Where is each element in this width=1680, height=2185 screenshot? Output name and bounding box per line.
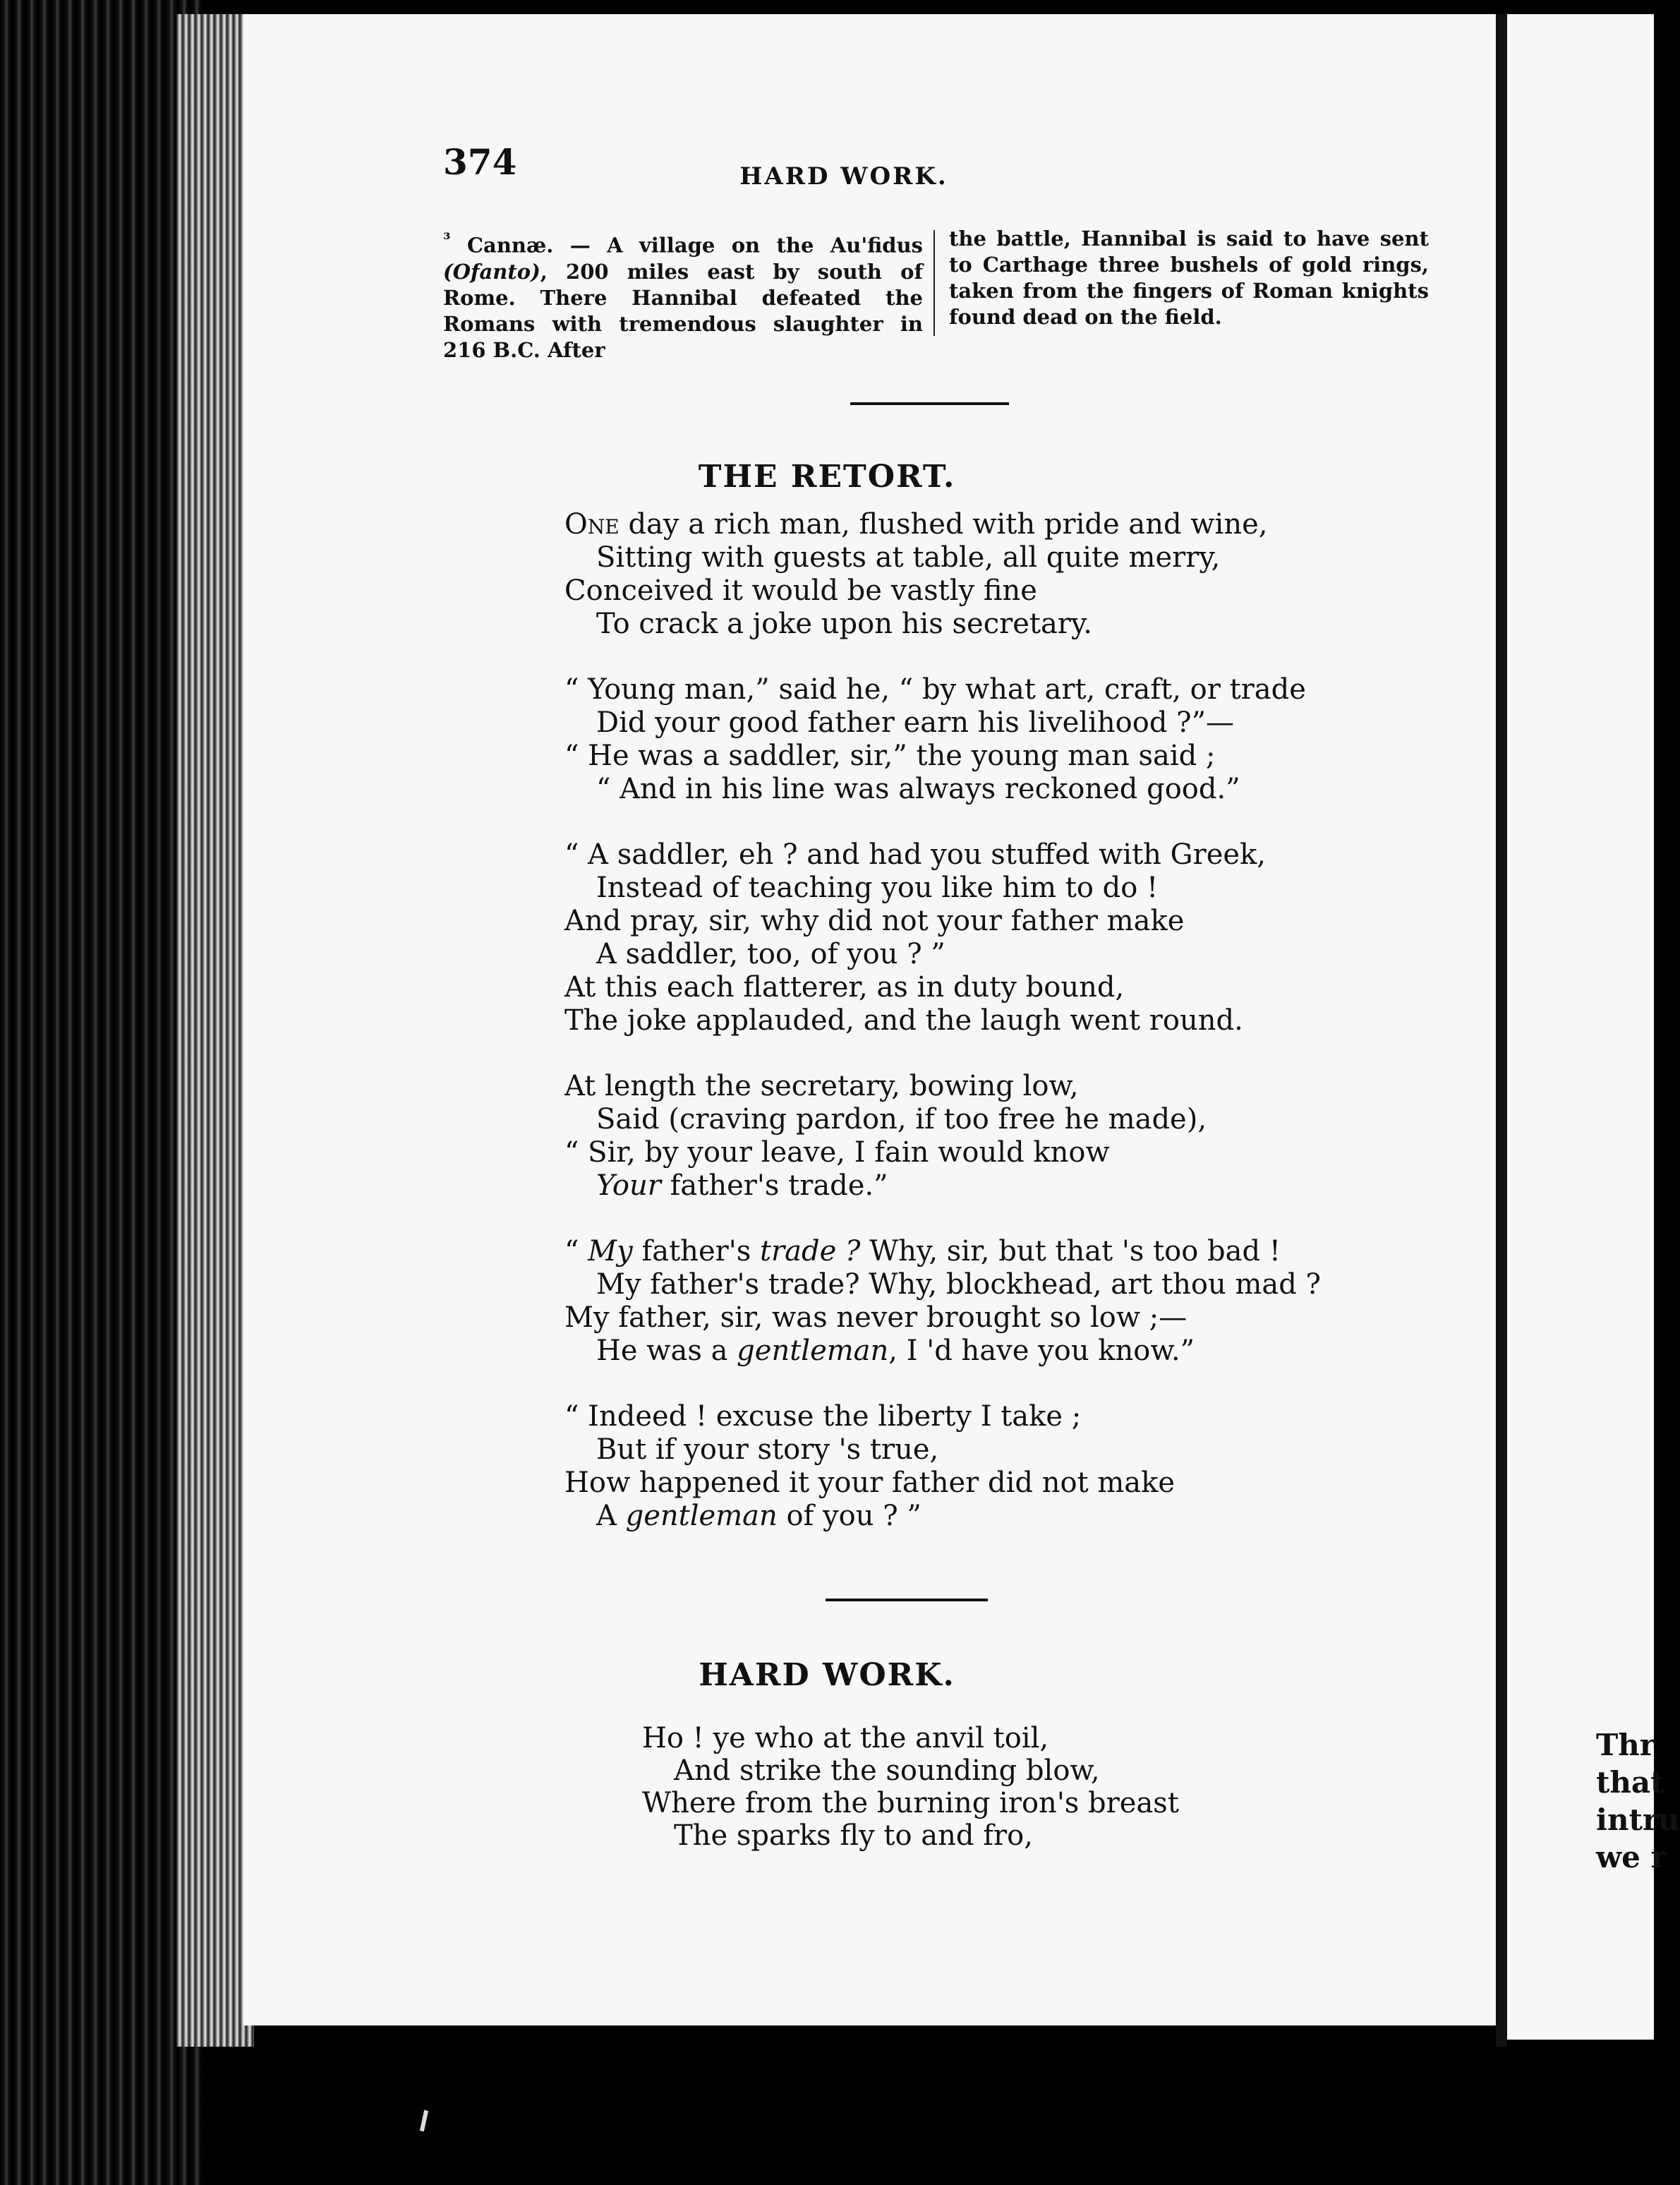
poem-line-text: My xyxy=(588,1235,633,1268)
poem-line-text: One xyxy=(564,508,620,541)
poem-line-text: Ho ! ye who at the anvil toil, xyxy=(642,1722,1049,1754)
footnote-left-column xyxy=(443,226,923,363)
footnote-term: Cannæ. xyxy=(466,233,554,258)
poem-line xyxy=(564,1301,1187,1334)
poem-line-text: trade ? xyxy=(759,1235,861,1268)
poem-line-text: At this each flatterer, as in duty bound, xyxy=(564,971,1125,1004)
poem-line-text: The joke applauded, and the laugh went round. xyxy=(564,1004,1243,1037)
poem-line-text: My father, sir, was never brought so low ;— xyxy=(564,1301,1188,1334)
poem-line xyxy=(596,608,1092,640)
scan-mark xyxy=(420,2110,428,2132)
poem-line xyxy=(564,1467,1175,1499)
poem-line-text: gentleman xyxy=(737,1335,889,1367)
poem-line-text: Conceived it would be vastly fine xyxy=(564,574,1037,607)
poem-line-text: He was a xyxy=(596,1335,737,1367)
poem-line xyxy=(564,838,1266,871)
poem-line xyxy=(596,938,945,970)
poem-line-text: To crack a joke upon his secretary. xyxy=(596,608,1092,640)
poem-line-text: How happened it your father did not make xyxy=(564,1467,1176,1499)
poem-line xyxy=(564,740,1215,772)
poem-line xyxy=(596,773,1240,805)
poem-line xyxy=(564,673,1306,706)
poem-line xyxy=(596,706,1234,739)
poem-line xyxy=(564,1136,1110,1169)
poem-line xyxy=(564,1235,1281,1268)
poem-line xyxy=(596,1169,888,1202)
footnote-text-part: (Ofanto) xyxy=(443,259,540,284)
poem-line-text: Did your good father earn his livelihood ?”— xyxy=(596,706,1235,739)
poem-line xyxy=(564,1070,1079,1102)
poem-line xyxy=(674,1819,1033,1852)
poem-line-text: of you ? ” xyxy=(777,1500,921,1532)
poem-line-text: gentleman xyxy=(625,1500,778,1532)
poem-line-text: “ He was a saddler, sir,” the young man said ; xyxy=(564,740,1216,772)
poem-line xyxy=(596,1335,1195,1367)
footnote-text-part: — A village on the Au'fidus xyxy=(553,233,923,258)
poem-line-text: “ xyxy=(564,1235,588,1268)
poem-line xyxy=(564,971,1124,1004)
poem-line xyxy=(596,541,1220,574)
book-binding xyxy=(0,0,205,2185)
facing-page-line: intru xyxy=(1596,1802,1680,1837)
poem-title: HARD WORK. xyxy=(699,1657,955,1693)
poem-line-text: Sitting with guests at table, all quite merry, xyxy=(596,541,1221,574)
poem-line-text: day a rich man, flushed with pride and wine, xyxy=(619,508,1268,541)
poem-line-text: And pray, sir, why did not your father make xyxy=(564,905,1185,937)
poem-line-text: father's trade.” xyxy=(660,1169,888,1202)
poem-line xyxy=(564,1004,1243,1037)
poem-line-text: “ Sir, by your leave, I fain would know xyxy=(564,1136,1110,1169)
poem-line-text: A saddler, too, of you ? ” xyxy=(596,938,945,970)
footnote-right-column: the battle, Hannibal is said to have sent to Carthage three bushels of gold rings, taken from the fingers of Roman knights found dead on the field. xyxy=(949,227,1429,329)
poem-line xyxy=(596,1268,1321,1301)
poem-line-text: But if your story 's true, xyxy=(596,1433,939,1466)
poem-line-text: father's xyxy=(632,1235,760,1268)
footnote-text-part: , 200 miles east by south of Rome. There Hannibal defeated the Romans with tremendous slaughter in 216 B.C. After xyxy=(443,259,923,362)
footnote-divider xyxy=(933,230,935,336)
poem-line xyxy=(674,1754,1100,1787)
poem-line-text: A xyxy=(596,1500,626,1532)
poem-line xyxy=(596,1500,921,1532)
page-number: 374 xyxy=(443,141,517,183)
facing-page-line: Thr xyxy=(1596,1728,1655,1762)
poem-line-text: At length the secretary, bowing low, xyxy=(564,1070,1079,1102)
facing-page-line: that xyxy=(1596,1765,1664,1800)
poem-line-text: And strike the sounding blow, xyxy=(674,1754,1100,1787)
poem-line xyxy=(564,508,1267,541)
facing-page-line: we r xyxy=(1596,1840,1667,1874)
poem-line-text: “ Indeed ! excuse the liberty I take ; xyxy=(564,1400,1082,1433)
running-head: HARD WORK. xyxy=(739,162,948,191)
poem-line xyxy=(596,1103,1207,1136)
poem-line xyxy=(564,1400,1081,1433)
poem-line-text: , I 'd have you know.” xyxy=(888,1335,1195,1367)
poem-line-text: Instead of teaching you like him to do ! xyxy=(596,872,1159,904)
page-edges xyxy=(176,14,254,2047)
poem-line-text: “ And in his line was always reckoned good.” xyxy=(596,773,1240,805)
poem-line xyxy=(564,574,1037,607)
poem-line-text: “ A saddler, eh ? and had you stuffed with Greek, xyxy=(564,838,1267,871)
poem-line-text: Why, sir, but that 's too bad ! xyxy=(860,1235,1281,1268)
poem-line xyxy=(642,1787,1179,1819)
footnote-marker: ³ xyxy=(443,229,451,249)
poem-title: THE RETORT. xyxy=(698,459,956,495)
poem-line-text: “ Young man,” said he, “ by what art, craft, or trade xyxy=(564,673,1306,706)
page-gutter xyxy=(1496,14,1507,2047)
poem-line-text: Where from the burning iron's breast xyxy=(642,1787,1179,1819)
poem-line-text: Your xyxy=(596,1169,661,1202)
poem-line xyxy=(596,1433,938,1466)
section-rule xyxy=(850,402,1009,405)
poem-line xyxy=(596,872,1158,904)
poem-line xyxy=(564,905,1184,937)
poem-line-text: The sparks fly to and fro, xyxy=(674,1819,1033,1852)
poem-line xyxy=(642,1722,1049,1754)
poem-line-text: My father's trade? Why, blockhead, art thou mad ? xyxy=(596,1268,1321,1301)
poem-line-text: Said (craving pardon, if too free he made), xyxy=(596,1103,1207,1136)
section-rule xyxy=(826,1599,988,1601)
